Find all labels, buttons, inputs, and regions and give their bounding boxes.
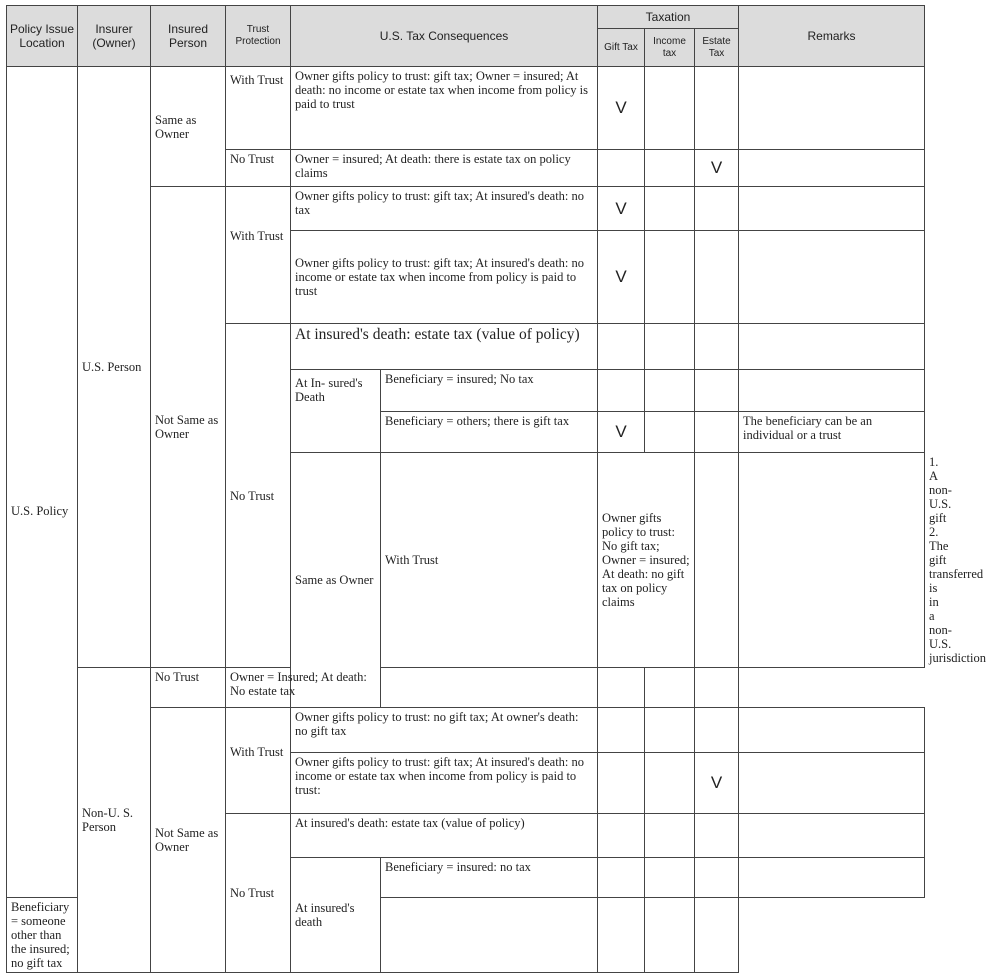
estate-tax-cell <box>695 412 739 453</box>
estate-tax-cell <box>695 858 739 898</box>
tax-consequences-table: Policy Issue Location Insurer (Owner) Insured Person Trust Protection U.S. Tax Consequences Taxation Remarks Gift Tax Income tax Estate Tax U.S. Policy U.S. Person Same as Owner With Trust Owner gifts policy to trust: gift tax; Owner = insured; At death: no income or estate tax when income from policy is paid to trust V No Trust Owner = insured; At death: there is estate tax on policy claims V Not Same as Owner With Trust Owner gifts policy to trust: gift tax; At insured's death: no tax V Owner gifts policy to trust: gift tax; At insured's death: no income or estate tax when income from policy is paid to trust V No Trust At insured's death: estate tax (value of policy) At In- sured's Death Beneficiary = insured; No tax Beneficiary = others; there is gift tax V The beneficiary can be an individual or a trust Same as Owner With Trust Owner gifts policy to trust: No gift tax; Owner = insured; At death: no gift tax on policy claims 1. A non-U.S. gift 2. The gift transferred is in a non-U.S. jurisdiction Non-U. S. Person No Trust Owner = Insured; At death: No estate tax Not Same as Owner With Trust Owner gifts policy to trust: no gift tax; At owner's death: no gift tax Owner gifts policy to trust: gift tax; At insured's death: no income or estate tax when income from policy is paid to trust: V No Trust At insured's death: estate tax (value of policy) At insured's death Beneficiary = insured: no tax Beneficiary = someone other than the insured; no gift tax <box>6 5 925 973</box>
header-owner: Insurer (Owner) <box>78 6 151 67</box>
estate-tax-cell <box>695 708 739 753</box>
us-policy-label: U.S. Policy <box>11 504 69 518</box>
remarks-cell <box>695 898 739 973</box>
gift-tax-check: V <box>598 412 645 453</box>
beneficiary-cell: Beneficiary = insured: no tax <box>381 858 598 898</box>
income-tax-cell <box>645 753 695 814</box>
trust-with: With Trust <box>226 187 291 324</box>
header-income-tax: Income tax <box>645 29 695 67</box>
estate-tax-cell <box>645 668 695 708</box>
trust-none: No Trust <box>226 324 291 668</box>
remarks-cell <box>695 668 739 708</box>
trust-with: With Trust <box>381 453 598 668</box>
at-death-label: At In- sured's Death <box>291 370 381 453</box>
income-tax-cell <box>645 708 695 753</box>
income-tax-cell <box>645 150 695 187</box>
income-tax-cell <box>645 858 695 898</box>
estate-tax-cell <box>645 898 695 973</box>
remarks-cell <box>739 858 925 898</box>
remarks-cell <box>739 231 925 324</box>
remarks-cell <box>739 814 925 858</box>
insured-not-same-as-owner: Not Same as Owner <box>151 708 226 973</box>
gift-tax-cell <box>598 858 645 898</box>
trust-none: No Trust <box>151 668 226 708</box>
income-tax-cell <box>739 453 925 668</box>
consequence-cell: Owner gifts policy to trust: gift tax; At insured's death: no income or estate tax when income from policy is paid to trust: <box>291 753 598 814</box>
trust-none: No Trust <box>226 150 291 187</box>
consequence-cell: Owner gifts policy to trust: gift tax; At insured's death: no income or estate tax when income from policy is paid to trust <box>291 231 598 324</box>
remarks-cell <box>739 708 925 753</box>
gift-tax-cell <box>598 324 645 370</box>
estate-tax-check: V <box>695 753 739 814</box>
remarks-cell <box>739 67 925 150</box>
gift-tax-cell <box>598 150 645 187</box>
income-tax-cell <box>645 370 695 412</box>
estate-tax-cell <box>695 814 739 858</box>
owner-us-person: U.S. Person <box>78 67 151 668</box>
income-tax-cell <box>645 67 695 150</box>
estate-tax-cell <box>695 67 739 150</box>
estate-tax-cell <box>695 231 739 324</box>
header-gift-tax: Gift Tax <box>598 29 645 67</box>
beneficiary-cell: Beneficiary = others; there is gift tax <box>381 412 598 453</box>
gift-tax-check: V <box>598 67 645 150</box>
gift-tax-cell <box>598 814 645 858</box>
income-tax-cell <box>598 898 645 973</box>
header-taxation: Taxation <box>598 6 739 29</box>
header-consequences: U.S. Tax Consequences <box>291 6 598 67</box>
income-tax-cell <box>645 412 695 453</box>
gift-tax-cell <box>598 753 645 814</box>
estate-tax-cell <box>695 187 739 231</box>
gift-tax-check: V <box>598 187 645 231</box>
trust-none: No Trust <box>226 814 291 973</box>
insured-same-as-owner: Same as Owner <box>151 67 226 187</box>
estate-tax-cell <box>695 324 739 370</box>
owner-non-us-person: Non-U. S. Person <box>78 668 151 973</box>
header-insured: Insured Person <box>151 6 226 67</box>
gift-tax-cell <box>598 370 645 412</box>
header-estate-tax: Estate Tax <box>695 29 739 67</box>
consequence-cell: Owner = insured; At death: there is estate tax on policy claims <box>291 150 598 187</box>
income-tax-cell <box>645 187 695 231</box>
gift-tax-cell <box>381 898 598 973</box>
insured-not-same-as-owner: Not Same as Owner <box>151 187 226 668</box>
consequence-cell: At insured's death: estate tax (value of policy) <box>291 814 598 858</box>
policy-location-cell <box>7 67 78 898</box>
consequence-cell: Owner gifts policy to trust: gift tax; Owner = insured; At death: no income or estate tax when income from policy is paid to trust <box>291 67 598 150</box>
insured-same-as-owner: Same as Owner <box>291 453 381 708</box>
estate-tax-cell <box>695 370 739 412</box>
header-location: Policy Issue Location <box>7 6 78 67</box>
consequence-cell: At insured's death: estate tax (value of policy) <box>291 324 598 370</box>
consequence-cell: Owner gifts policy to trust: No gift tax; Owner = insured; At death: no gift tax on policy claims <box>598 453 695 668</box>
header-remarks: Remarks <box>739 6 925 67</box>
estate-tax-check: V <box>695 150 739 187</box>
consequence-cell: Owner gifts policy to trust: gift tax; At insured's death: no tax <box>291 187 598 231</box>
beneficiary-cell: Beneficiary = someone other than the insured; no gift tax <box>7 898 78 973</box>
remarks-cell <box>739 370 925 412</box>
income-tax-cell <box>645 814 695 858</box>
consequence-cell: Owner = Insured; At death: No estate tax <box>226 668 381 708</box>
remarks-cell: The beneficiary can be an individual or a trust <box>739 412 925 453</box>
trust-with: With Trust <box>226 67 291 150</box>
remarks-cell <box>739 150 925 187</box>
gift-tax-cell <box>381 668 598 708</box>
income-tax-cell <box>645 324 695 370</box>
header-trust: Trust Protection <box>226 6 291 67</box>
remarks-cell <box>739 187 925 231</box>
income-tax-cell <box>598 668 645 708</box>
consequence-cell: Owner gifts policy to trust: no gift tax; At owner's death: no gift tax <box>291 708 598 753</box>
remarks-cell <box>739 324 925 370</box>
gift-tax-check: V <box>598 231 645 324</box>
remarks-cell <box>739 753 925 814</box>
income-tax-cell <box>645 231 695 324</box>
gift-tax-cell <box>598 708 645 753</box>
at-death-label: At insured's death <box>291 858 381 973</box>
trust-with: With Trust <box>226 708 291 814</box>
gift-tax-cell <box>695 453 739 668</box>
beneficiary-cell: Beneficiary = insured; No tax <box>381 370 598 412</box>
